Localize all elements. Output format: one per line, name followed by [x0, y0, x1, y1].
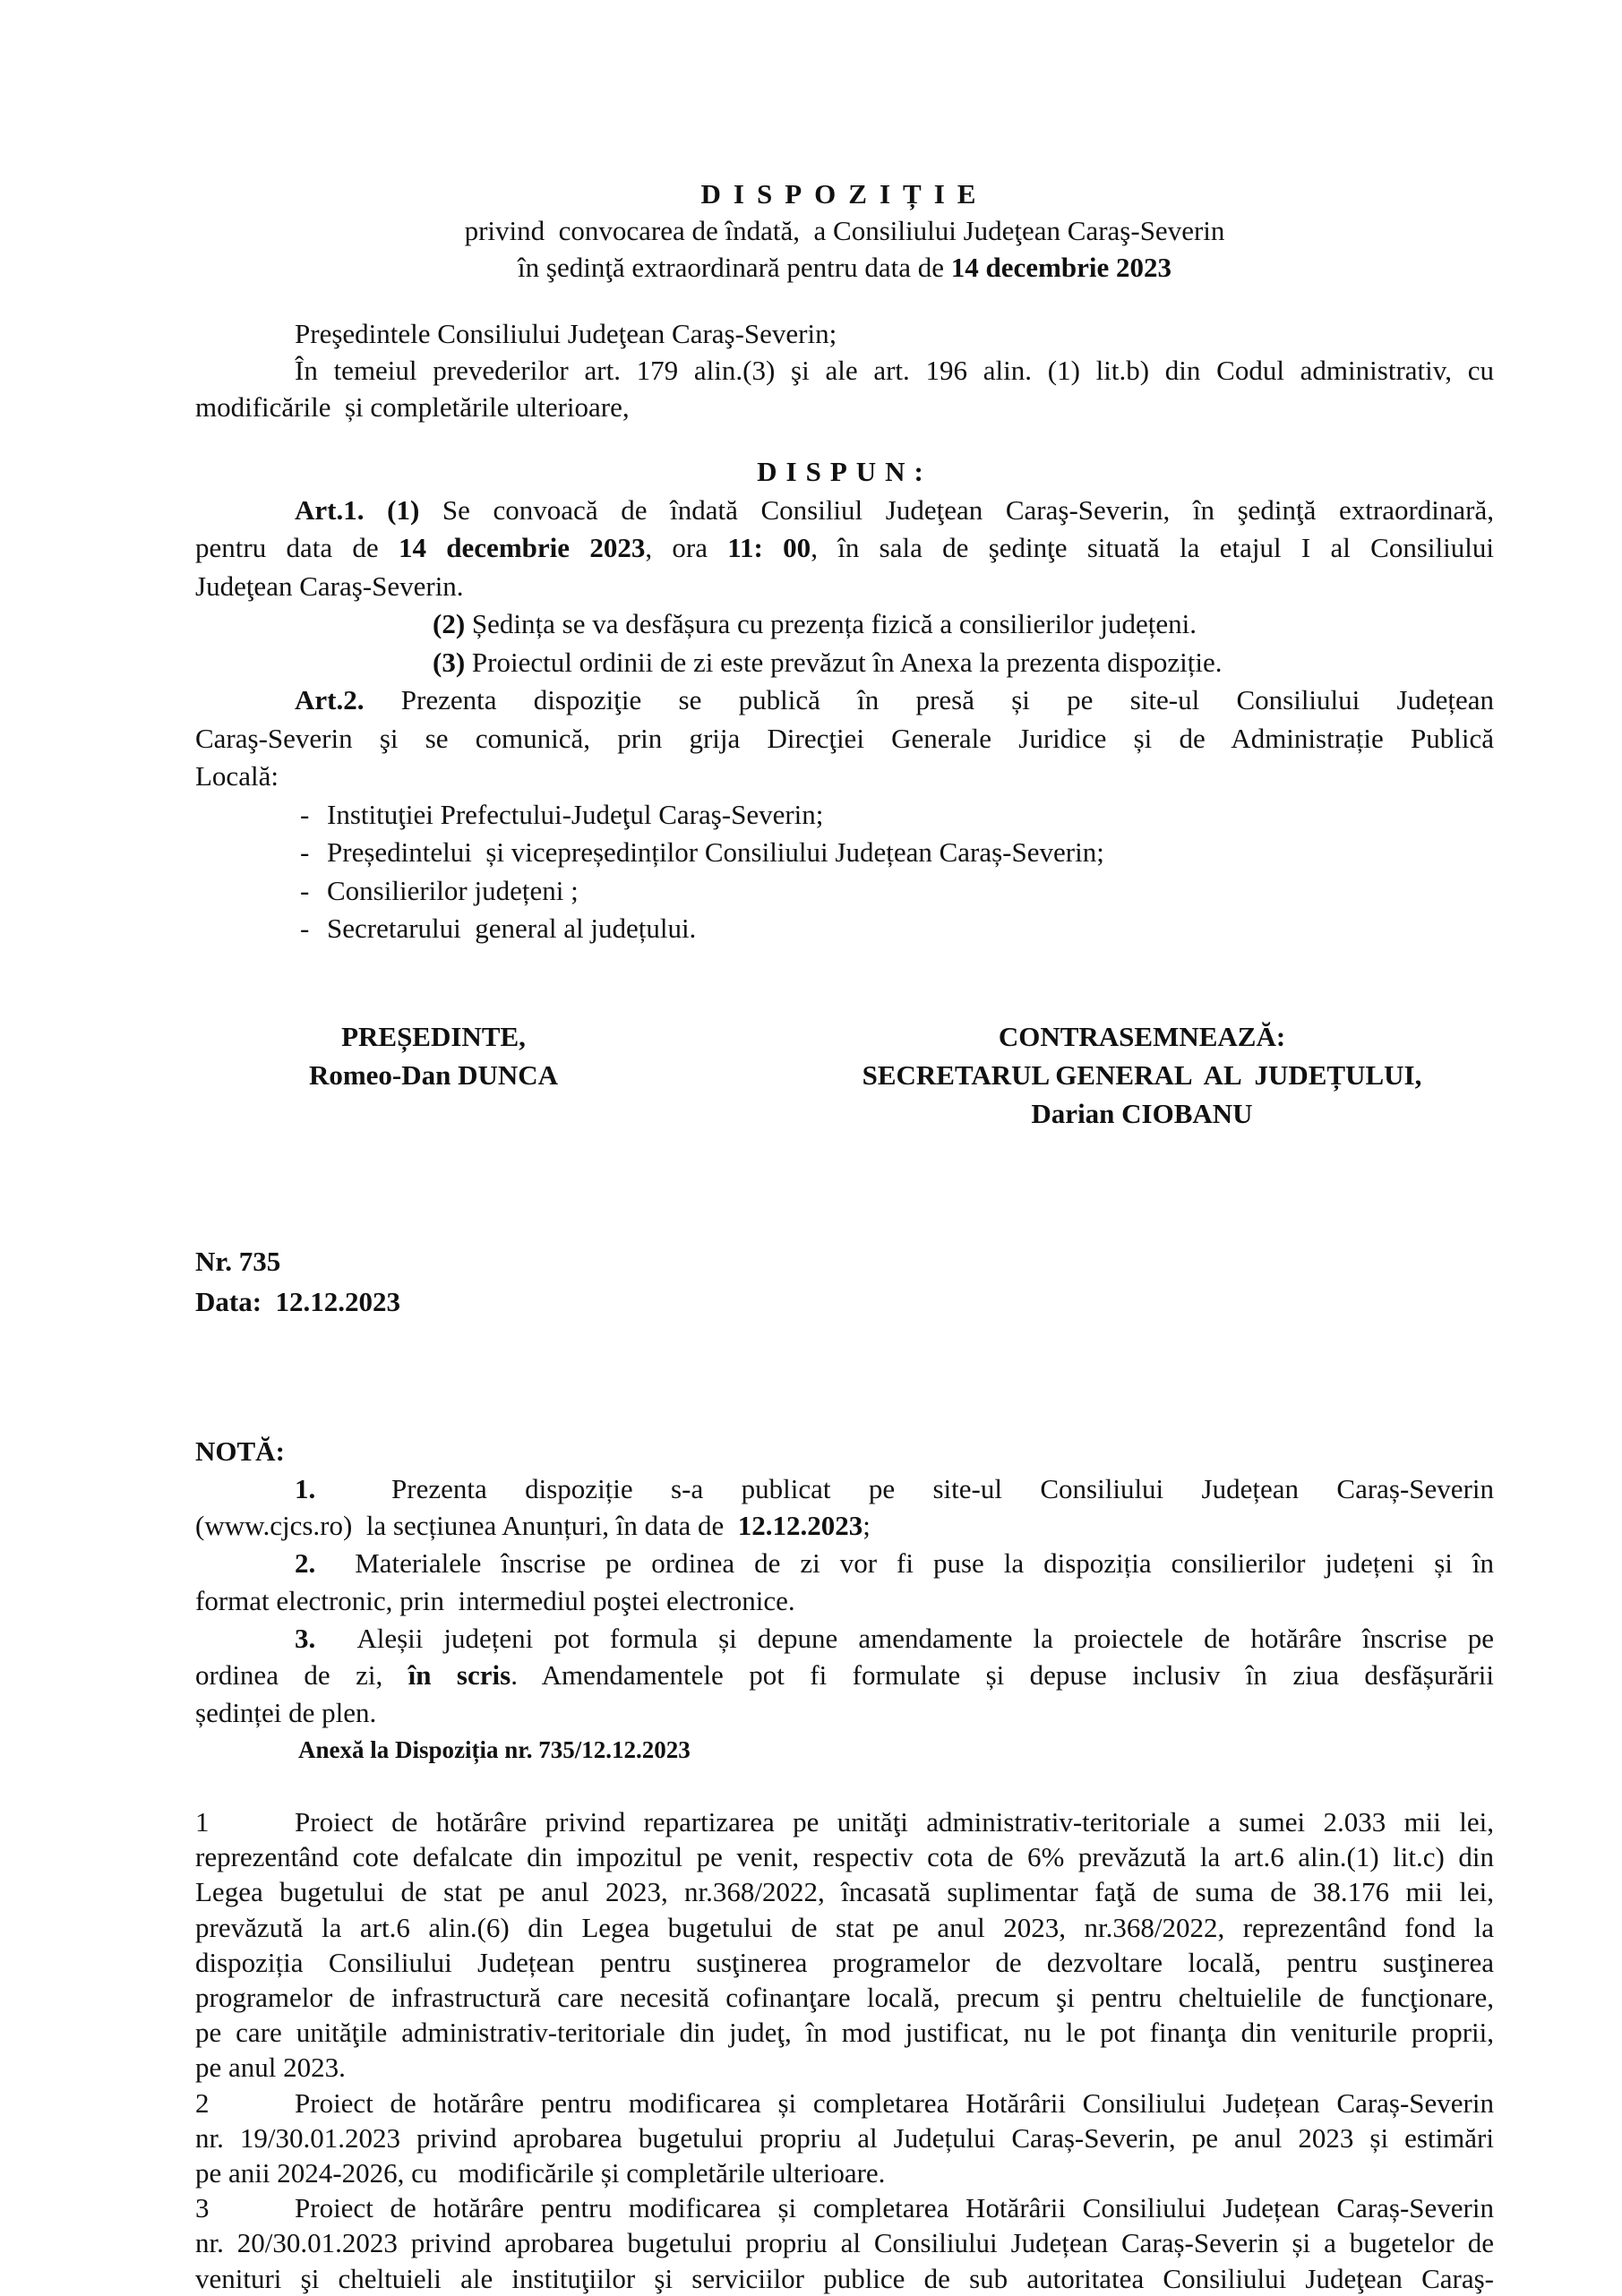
recipient-text: Președintelui și vicepreședinților Consiliului Județean Caraș-Severin; — [327, 836, 1104, 868]
document-date: Data: 12.12.2023 — [195, 1286, 401, 1317]
note-emphasis: în scris — [408, 1659, 511, 1692]
art2-text: Prezenta dispoziţie se publică în presă și pe site-ul Consiliului Județean — [364, 684, 1494, 715]
note-item-3-line2 — [195, 1657, 1494, 1694]
art2-line3: Locală: — [195, 760, 279, 792]
preamble-line-3: modificările și completările ulterioare, — [195, 391, 630, 423]
annex-text: Proiect de hotărâre privind repartizarea pe unităţi administrativ-teritoriale a sumei 2.033 mii lei, — [295, 1806, 1494, 1838]
dash-bullet-icon: - — [300, 912, 310, 944]
signature-name: Darian CIOBANU — [1031, 1098, 1253, 1129]
document-number: Nr. 735 — [195, 1246, 281, 1277]
annex-line: pe anii 2024-2026, cu modificările și completările ulterioare. — [195, 2157, 886, 2189]
annex-text: Proiect de hotărâre pentru modificarea și completarea Hotărârii Consiliului Județean Caraș-Severin — [295, 2086, 1494, 2119]
annex-line: reprezentând cote defalcate din impozitul pe venit, respectiv cota de 6% prevăzută la art.6 alin.(1) lit.c) din — [195, 1841, 1494, 1873]
annex-line: venituri şi cheltuieli ale instituţiilor şi serviciilor publice de sub autoritatea Consiliului Judeţean Caraş- — [195, 2262, 1494, 2294]
note-text: Aleșii județeni pot formula și depune amendamente la proiectele de hotărâre înscrise pe — [356, 1622, 1494, 1654]
subtitle-text: în şedinţă extraordinară pentru data de — [518, 252, 951, 283]
art1-p2-text: Ședința se va desfășura cu prezența fizică a consilierilor județeni. — [465, 608, 1197, 639]
preamble-line-2: În temeiul prevederilor art. 179 alin.(3) şi ale art. 196 alin. (1) lit.b) din Codul administrativ, cu — [295, 355, 1494, 386]
annex-line: prevăzută la art.6 alin.(6) din Legea bugetului de stat pe anul 2023, nr.368/2022, reprezentând fond la — [195, 1911, 1494, 1943]
note-item-3-line3: ședinței de plen. — [195, 1696, 377, 1728]
dash-bullet-icon: - — [300, 798, 310, 830]
note-text: . Amendamentele pot fi formulate și depuse inclusiv în ziua desfășurării — [511, 1659, 1494, 1692]
art1-p1-label: (1) — [387, 493, 420, 526]
annex-item-number: 1 — [195, 1806, 210, 1838]
document-title: DISPOZIȚIE — [700, 178, 989, 210]
art2-label: Art.2. — [295, 684, 365, 715]
art1-p3-text: Proiectul ordinii de zi este prevăzut în Anexa la prezenta dispoziție. — [465, 646, 1223, 678]
recipient-list-item — [195, 834, 1494, 872]
note-item-3-line1 — [195, 1620, 1494, 1658]
annex-line: Legea bugetului de stat pe anul 2023, nr.368/2022, încasată suplimentar faţă de suma de 38.176 mii lei, — [195, 1876, 1494, 1908]
signature-name: Romeo-Dan DUNCA — [308, 1059, 559, 1091]
annex-text: Proiect de hotărâre pentru modificarea și completarea Hotărârii Consiliului Județean Caraș-Severin — [295, 2192, 1494, 2224]
art1-para1-line1 — [195, 492, 1494, 530]
annex-line — [195, 1804, 1494, 1839]
recipient-list-item — [195, 796, 1494, 835]
annex-line: pe care unităţile administrativ-teritoriale din judeţ, în mod justificat, nu le pot finanţa din veniturile proprii, — [195, 2017, 1494, 2049]
document-number-date — [195, 1241, 1494, 1322]
note-text: Prezenta dispoziție s-a publicat pe site-ul Consiliului Județean Caraș-Severin — [391, 1472, 1494, 1504]
annex-item-2 — [195, 2086, 1494, 2191]
note-section — [195, 1433, 1494, 1769]
annex-heading: Anexă la Dispoziția nr. 735/12.12.2023 — [298, 1735, 691, 1763]
note-heading: NOTĂ: — [195, 1435, 285, 1467]
annex-line: nr. 19/30.01.2023 privind aprobarea bugetului propriu al Județului Caraș-Severin, pe anul 2023 și estimări — [195, 2121, 1494, 2154]
annex-item-1 — [195, 1804, 1494, 2086]
art1-label: Art.1. — [295, 493, 365, 526]
subtitle-line-2 — [195, 249, 1494, 286]
annex-item-number: 3 — [195, 2192, 210, 2224]
text: , ora — [645, 532, 728, 563]
note-text: ; — [862, 1510, 871, 1542]
art1-p3-label: (3) — [433, 646, 466, 678]
note-item-2-line2: format electronic, prin intermediul poştei electronice. — [195, 1584, 795, 1616]
annex-line — [195, 2086, 1494, 2120]
signature-role: CONTRASEMNEAZĂ: — [998, 1021, 1286, 1052]
art1-para1-line3: Judeţean Caraş-Severin. — [195, 570, 464, 602]
art2-line2: Caraş-Severin şi se comunică, prin grija Direcţiei Generale Juridice și de Administrație Publică — [195, 722, 1494, 754]
dash-bullet-icon: - — [300, 874, 310, 906]
note-item-2-line1 — [195, 1545, 1494, 1582]
meeting-time: 11: 00 — [727, 532, 811, 563]
annex-line: nr. 20/30.01.2023 privind aprobarea bugetului propriu al Consiliului Județean Caraș-Severin și a bugetelor de — [195, 2227, 1494, 2259]
annex-line: pe anul 2023. — [195, 2052, 346, 2084]
meeting-date: 14 decembrie 2023 — [399, 532, 646, 563]
signature-role: PREȘEDINTE, — [341, 1021, 526, 1052]
dash-bullet-icon: - — [300, 836, 310, 868]
signature-secretary — [788, 1017, 1496, 1133]
art1-para2 — [195, 605, 1494, 644]
annex-line: programelor de infrastructură care necesită cofinanţare locală, precum şi pentru cheltuielile de funcţionare, — [195, 1982, 1494, 2014]
note-item-1-line2 — [195, 1507, 1494, 1545]
annex-line: dispoziția Consiliului Județean pentru susţinerea programelor de dezvoltare locală, pentru susţinerea — [195, 1946, 1494, 1978]
note-item-1-line1 — [195, 1470, 1494, 1508]
note-text: ordinea de zi, — [195, 1659, 408, 1692]
signature-president — [254, 1017, 613, 1094]
preamble-line-1: Preşedintele Consiliului Judeţean Caraş-Severin; — [295, 318, 837, 349]
annex-line — [195, 2190, 1494, 2225]
subtitle-line-1: privind convocarea de îndată, a Consiliului Judeţean Caraş-Severin — [464, 215, 1225, 246]
note-text: Materialele înscrise pe ordinea de zi vor fi puse la dispoziția consilierilor județeni și în — [355, 1547, 1495, 1580]
text: , în sala de şedinţe situată la etajul I al Consiliului — [811, 532, 1494, 563]
recipient-text: Consilierilor județeni ; — [327, 874, 579, 906]
art1-p2-label: (2) — [433, 608, 466, 639]
annex-item-number: 2 — [195, 2086, 210, 2119]
art1-para3 — [195, 644, 1494, 682]
note-item-number: 3. — [295, 1622, 316, 1654]
recipient-list-item — [195, 910, 1494, 948]
note-item-number: 2. — [295, 1547, 316, 1580]
note-text: (www.cjcs.ro) la secțiunea Anunțuri, în data de — [195, 1510, 738, 1542]
signature-title: SECRETARUL GENERAL AL JUDEȚULUI, — [862, 1059, 1422, 1091]
publication-date: 12.12.2023 — [737, 1510, 863, 1542]
dispun-section — [195, 453, 1494, 948]
art2-line1 — [195, 681, 1494, 720]
document-header — [195, 176, 1494, 286]
note-item-number: 1. — [295, 1472, 316, 1504]
text: pentru data de — [195, 532, 399, 563]
preamble — [195, 315, 1494, 425]
art1-para1-line2 — [195, 529, 1494, 568]
recipient-text: Instituţiei Prefectului-Judeţul Caraş-Severin; — [327, 798, 824, 830]
recipient-list-item — [195, 872, 1494, 911]
annex-item-3 — [195, 2190, 1494, 2296]
art1-p1-text: Se convoacă de îndată Consiliul Judeţean Caraş-Severin, în şedinţă extraordinară, — [419, 493, 1495, 526]
meeting-date: 14 decembrie 2023 — [950, 252, 1171, 283]
recipient-text: Secretarului general al județului. — [327, 912, 697, 944]
annex-items — [195, 1804, 1494, 2296]
dispun-heading: DISPUN: — [757, 456, 932, 487]
